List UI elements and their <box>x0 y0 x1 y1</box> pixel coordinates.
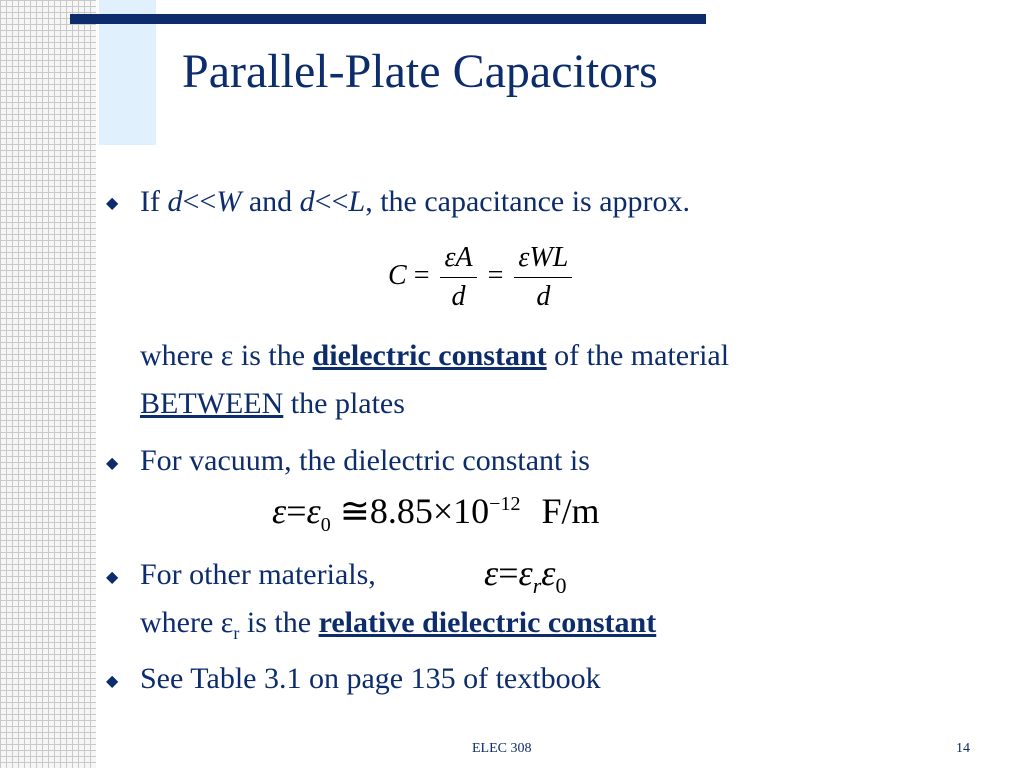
b1-d2: d <box>299 185 315 218</box>
eq1-fraction-2 <box>514 242 572 313</box>
b1-if: If <box>140 185 168 218</box>
vacuum-permittivity-equation <box>272 490 600 537</box>
title-bar <box>70 14 706 24</box>
eq1-num2: εWL <box>514 242 572 278</box>
eq2-ten: 10 <box>453 491 490 531</box>
relative-dielectric-constant-term: relative dielectric constant <box>318 606 657 639</box>
capacitance-equation <box>388 242 576 313</box>
where-1-line-1 <box>140 338 729 374</box>
eq2-times: × <box>432 491 454 531</box>
footer-page-number: 14 <box>956 741 970 756</box>
slide-title: Parallel-Plate Capacitors <box>182 45 658 98</box>
bullet-2-text: For vacuum, the dielectric constant is <box>140 444 590 477</box>
where2-text: where ε <box>140 606 234 639</box>
dielectric-constant-term: dielectric constant <box>312 339 547 372</box>
eq2-sub-0: 0 <box>320 514 331 537</box>
bullet-diamond-icon: ◆ <box>106 569 119 586</box>
b1-and: and <box>241 185 300 218</box>
b1-W: W <box>216 185 242 218</box>
eq3-epsilon-r: ε <box>518 553 533 593</box>
eq2-epsilon0: ε <box>306 491 321 531</box>
b1-much-less: << <box>182 185 217 218</box>
eq3-epsilon: ε <box>484 553 499 593</box>
b1-L: L <box>348 185 366 218</box>
where1-text-2: of the material <box>546 339 730 372</box>
eq2-value: 8.85 <box>369 491 433 531</box>
eq1-fraction-1 <box>440 242 476 313</box>
eq3-equals: = <box>498 553 519 593</box>
where-1-line-2 <box>140 386 405 422</box>
grid-background-strip <box>0 0 96 768</box>
b1-d: d <box>167 185 183 218</box>
eq1-C: C <box>388 259 407 291</box>
where1-text: where ε is the <box>140 339 313 372</box>
footer-course: ELEC 308 <box>472 741 532 756</box>
eq1-den1: d <box>451 281 466 312</box>
eq2-equals: = <box>286 491 307 531</box>
eq3-epsilon0: ε <box>541 553 556 593</box>
where2-text-2: is the <box>239 606 319 639</box>
eq3-sub-0: 0 <box>555 573 567 599</box>
eq1-equals: = <box>413 259 430 291</box>
relative-permittivity-equation <box>484 552 567 599</box>
eq3-sub-r: r <box>532 573 542 599</box>
eq2-epsilon: ε <box>272 491 287 531</box>
eq2-exponent: −12 <box>489 493 521 515</box>
bullet-4-text: See Table 3.1 on page 135 of textbook <box>140 662 601 695</box>
bullet-diamond-icon: ◆ <box>106 455 119 472</box>
bullet-3-text: For other materials, <box>140 558 376 591</box>
eq1-num1: εA <box>440 242 476 278</box>
between-term: BETWEEN <box>140 387 284 420</box>
where-2-line <box>140 605 656 641</box>
where2-sub-r: r <box>233 623 240 643</box>
eq1-equals-2: = <box>487 259 504 291</box>
eq2-approx: ≅ <box>339 491 370 531</box>
b1-rest: , the capacitance is approx. <box>365 185 691 218</box>
where1-text-3: the plates <box>283 387 405 420</box>
eq2-unit: F/m <box>541 491 600 531</box>
bullet-diamond-icon: ◆ <box>106 195 119 212</box>
eq1-den2: d <box>536 281 551 312</box>
bullet-diamond-icon: ◆ <box>106 673 119 690</box>
b1-much-less-2: << <box>314 185 349 218</box>
bullet-1-text <box>140 184 690 220</box>
